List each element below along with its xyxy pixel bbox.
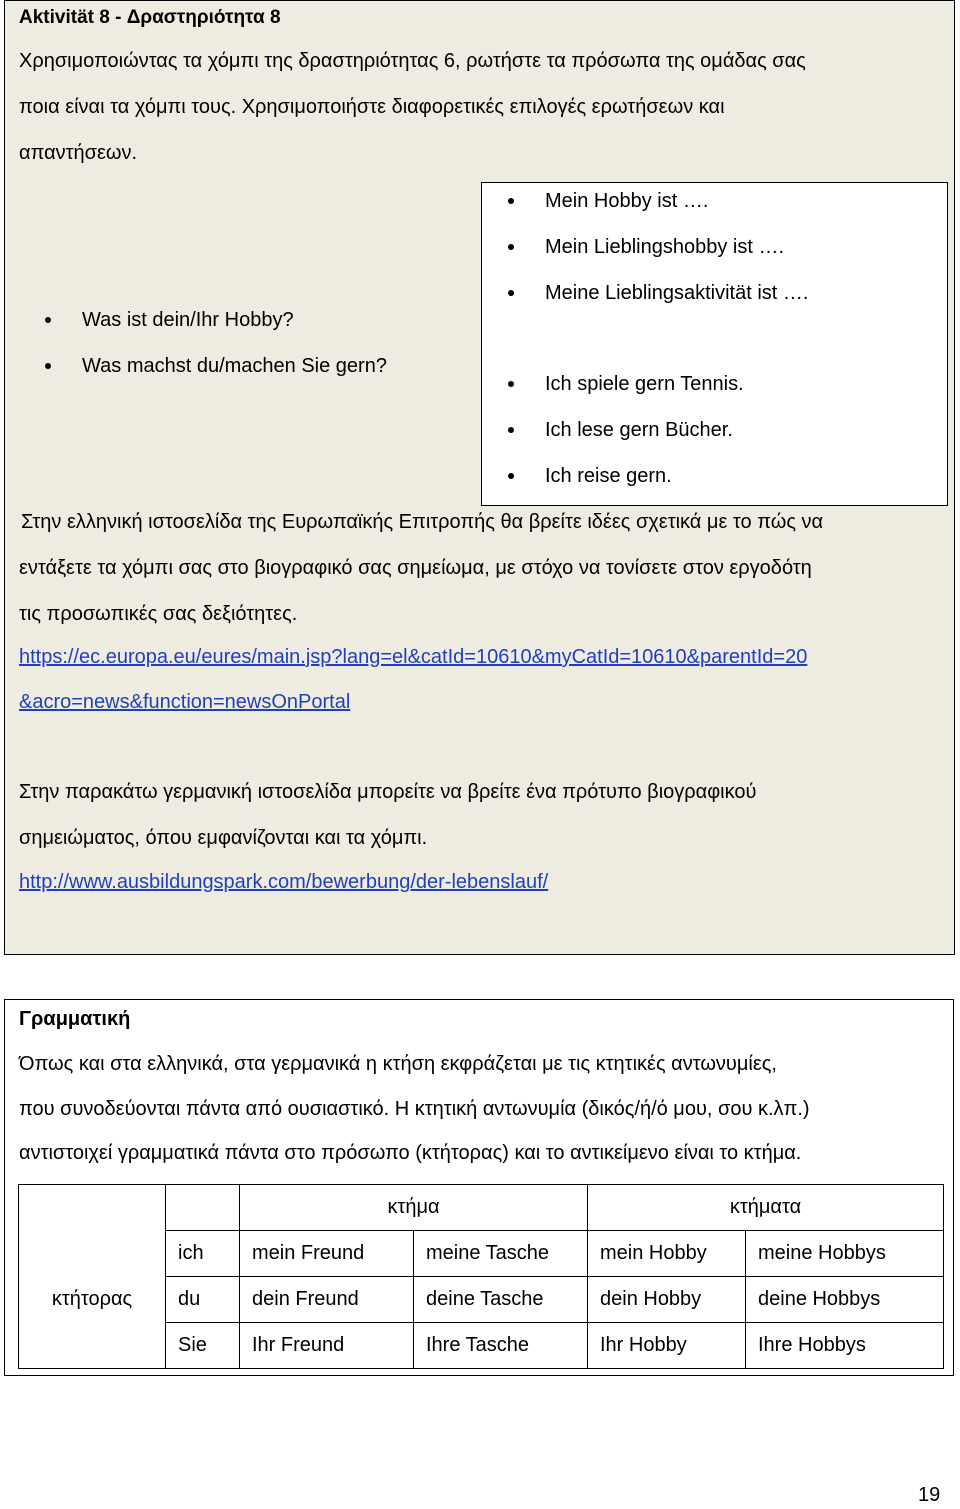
info-paragraph-line: Στην παρακάτω γερμανική ιστοσελίδα μπορείτε να βρείτε ένα πρότυπο βιογραφικού	[19, 781, 757, 803]
bullet-icon	[508, 381, 514, 387]
pronoun-cell: ich	[166, 1231, 240, 1277]
table-cell: Ihre Hobbys	[746, 1323, 944, 1369]
answer-text: Mein Lieblingshobby ist ….	[545, 235, 785, 258]
activity-box	[4, 0, 955, 955]
info-paragraph-line: Στην ελληνική ιστοσελίδα της Ευρωπαϊκής Επιτροπής θα βρείτε ιδέες σχετικά με το πώς να	[21, 511, 824, 533]
table-cell: deine Tasche	[414, 1277, 588, 1323]
table-row	[19, 1231, 944, 1277]
question-text: Was ist dein/Ihr Hobby?	[82, 308, 294, 331]
answer-list-hobby	[508, 178, 808, 316]
bullet-icon	[45, 363, 51, 369]
table-cell: mein Hobby	[588, 1231, 746, 1277]
list-item	[508, 270, 808, 316]
list-item	[508, 407, 744, 453]
table-cell: Ihr Freund	[240, 1323, 414, 1369]
pronoun-cell: du	[166, 1277, 240, 1323]
intro-line: ποια είναι τα χόμπι τους. Χρησιμοποιήστε διαφορετικές επιλογές ερωτήσεων και	[19, 96, 725, 118]
table-cell: meine Tasche	[414, 1231, 588, 1277]
table-corner-cell	[166, 1185, 240, 1231]
list-item	[45, 297, 387, 343]
answer-text: Ich reise gern.	[545, 464, 672, 487]
bullet-icon	[508, 244, 514, 250]
info-paragraph-line: τις προσωπικές σας δεξιότητες.	[19, 603, 298, 625]
list-item	[508, 224, 808, 270]
question-list	[45, 297, 387, 389]
answer-text: Mein Hobby ist ….	[545, 189, 709, 212]
list-item	[508, 361, 744, 407]
bullet-icon	[508, 427, 514, 433]
table-cell: Ihr Hobby	[588, 1323, 746, 1369]
eures-link-continued[interactable]: &acro=news&function=newsOnPortal	[19, 691, 351, 713]
table-corner-cell	[19, 1185, 166, 1231]
bullet-icon	[508, 473, 514, 479]
bullet-icon	[508, 290, 514, 296]
header-plural: κτήματα	[588, 1185, 944, 1231]
intro-line: απαντήσεων.	[19, 142, 138, 164]
table-cell: Ihre Tasche	[414, 1323, 588, 1369]
grammar-line: αντιστοιχεί γραμματικά πάντα στο πρόσωπο (κτήτορας) και το αντικείμενο είναι το κτήμα.	[19, 1142, 802, 1164]
ausbildungspark-link[interactable]: http://www.ausbildungspark.com/bewerbung/der-lebenslauf/	[19, 871, 549, 893]
table-cell: dein Freund	[240, 1277, 414, 1323]
list-item	[508, 453, 744, 499]
table-cell: meine Hobbys	[746, 1231, 944, 1277]
list-item	[508, 178, 808, 224]
grammar-title: Γραμματική	[19, 1008, 131, 1030]
row-label: κτήτορας	[19, 1231, 166, 1369]
page-number: 19	[918, 1484, 941, 1506]
info-paragraph-line: εντάξετε τα χόμπι σας στο βιογραφικό σας σημείωμα, με στόχο να τονίσετε στον εργοδότη	[19, 557, 812, 579]
answer-text: Ich lese gern Bücher.	[545, 418, 733, 441]
answer-box	[481, 182, 948, 506]
eures-link[interactable]: https://ec.europa.eu/eures/main.jsp?lang=el&catId=10610&myCatId=10610&parentId=20	[19, 646, 808, 668]
intro-line: Χρησιμοποιώντας τα χόμπι της δραστηριότητας 6, ρωτήστε τα πρόσωπα της ομάδας σας	[19, 50, 806, 72]
list-item	[45, 343, 387, 389]
table-header-row	[19, 1185, 944, 1231]
header-singular: κτήμα	[240, 1185, 588, 1231]
grammar-box	[4, 999, 954, 1376]
bullet-icon	[508, 198, 514, 204]
answer-text: Meine Lieblingsaktivität ist ….	[545, 281, 809, 304]
table-cell: dein Hobby	[588, 1277, 746, 1323]
info-paragraph-line: σημειώματος, όπου εμφανίζονται και τα χόμπι.	[19, 827, 428, 849]
pronoun-cell: Sie	[166, 1323, 240, 1369]
table-cell: deine Hobbys	[746, 1277, 944, 1323]
activity-title: Aktivität 8 - Δραστηριότητα 8	[19, 7, 281, 28]
answer-list-examples	[508, 361, 744, 499]
question-text: Was machst du/machen Sie gern?	[82, 354, 387, 377]
grammar-line: που συνοδεύονται πάντα από ουσιαστικό. Η κτητική αντωνυμία (δικός/ή/ό μου, σου κ.λπ.)	[19, 1098, 810, 1120]
answer-text: Ich spiele gern Tennis.	[545, 372, 744, 395]
table-cell: mein Freund	[240, 1231, 414, 1277]
possessive-table	[18, 1184, 944, 1369]
grammar-line: Όπως και στα ελληνικά, στα γερμανικά η κτήση εκφράζεται με τις κτητικές αντωνυμίες,	[19, 1053, 777, 1075]
bullet-icon	[45, 317, 51, 323]
